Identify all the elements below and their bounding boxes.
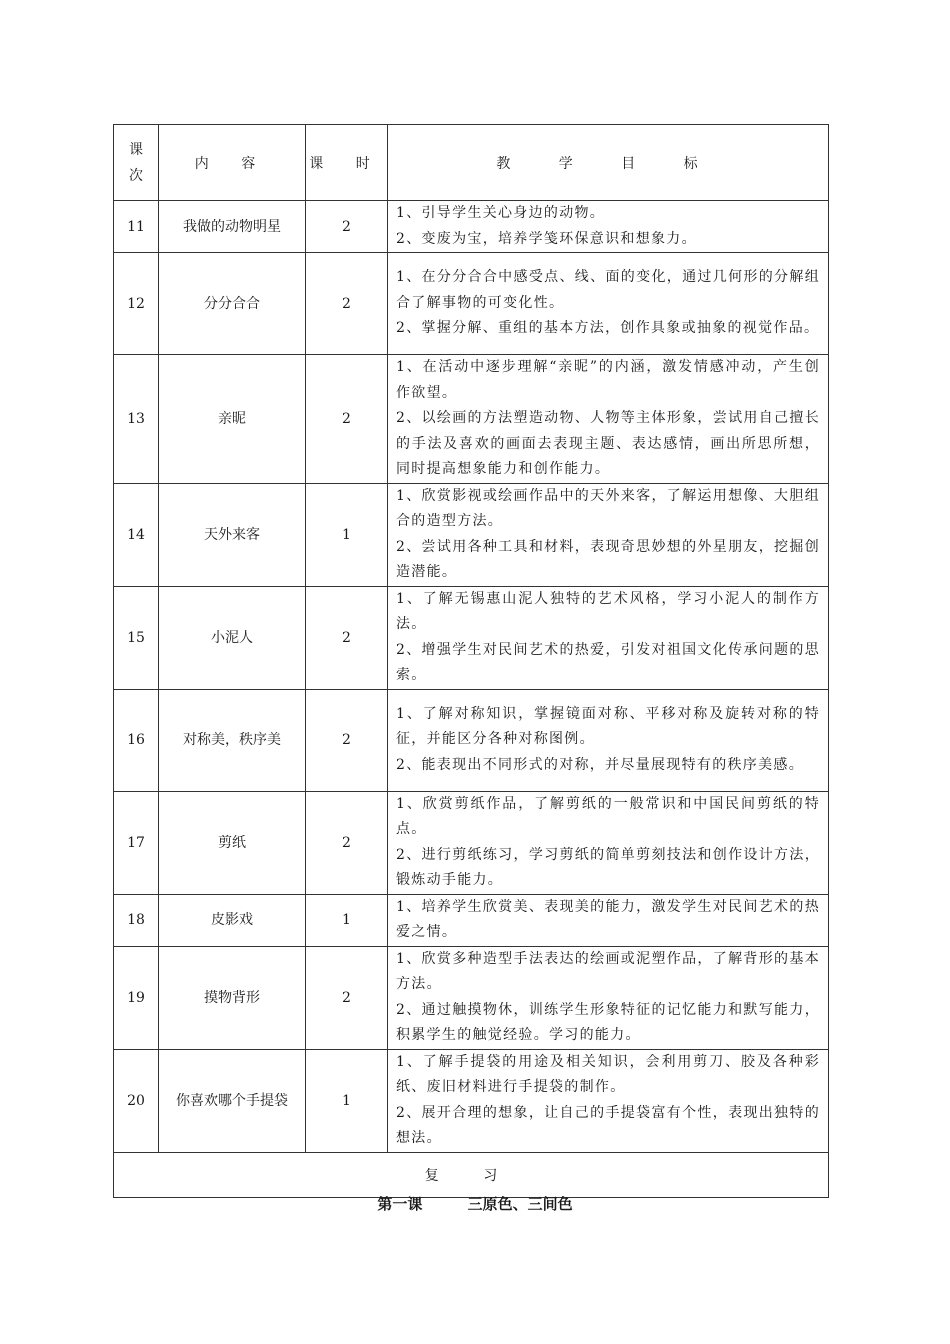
goal-item: 1、了解无锡惠山泥人独特的艺术风格，学习小泥人的制作方法。 [396, 590, 820, 632]
table-body [114, 201, 829, 1153]
lesson-goals [388, 483, 829, 586]
table-row [114, 946, 829, 1049]
lesson-heading [0, 1193, 950, 1214]
goal-item: 2、增强学生对民间艺术的热爱，引发对祖国文化传承问题的思索。 [396, 641, 820, 683]
table-row [114, 201, 829, 253]
lesson-hours: 2 [306, 586, 388, 689]
lesson-number: 14 [114, 483, 159, 586]
lesson-goals [388, 355, 829, 484]
lesson-name: 天外来客 [159, 483, 306, 586]
lesson-hours: 1 [306, 483, 388, 586]
review-row [114, 1152, 829, 1197]
lesson-number: 11 [114, 201, 159, 253]
lesson-number: 13 [114, 355, 159, 484]
table-row [114, 689, 829, 791]
goal-item: 2、能表现出不同形式的对称，并尽量展现特有的秩序美感。 [396, 756, 805, 773]
lesson-name: 对称美，秩序美 [159, 689, 306, 791]
lesson-hours: 1 [306, 894, 388, 946]
lesson-hours: 2 [306, 253, 388, 355]
table-row [114, 1049, 829, 1152]
goal-item: 2、进行剪纸练习，学习剪纸的简单剪刻技法和创作设计方法，锻炼动手能力。 [396, 846, 820, 888]
table-row [114, 791, 829, 894]
goal-item: 2、尝试用各种工具和材料，表现奇思妙想的外星朋友，挖掘创造潜能。 [396, 538, 820, 580]
goal-item: 2、展开合理的想象，让自己的手提袋富有个性，表现出独特的想法。 [396, 1104, 820, 1146]
header-hours: 课 时 [306, 125, 388, 201]
lesson-number: 15 [114, 586, 159, 689]
lesson-hours: 2 [306, 355, 388, 484]
lesson-goals [388, 586, 829, 689]
lesson-label: 第一课 [377, 1195, 423, 1213]
table-row [114, 355, 829, 484]
lesson-name: 剪纸 [159, 791, 306, 894]
lesson-hours: 1 [306, 1049, 388, 1152]
goal-item: 1、在活动中逐步理解“亲昵”的内涵，激发情感冲动，产生创作欲望。 [396, 359, 820, 401]
lesson-goals [388, 894, 829, 946]
lesson-number: 17 [114, 791, 159, 894]
lesson-name: 我做的动物明星 [159, 201, 306, 253]
lesson-name: 亲昵 [159, 355, 306, 484]
goal-item: 1、引导学生关心身边的动物。 [396, 205, 606, 221]
lesson-name: 你喜欢哪个手提袋 [159, 1049, 306, 1152]
lesson-goals [388, 946, 829, 1049]
lesson-hours: 2 [306, 689, 388, 791]
lesson-hours: 2 [306, 946, 388, 1049]
lesson-plan-table [113, 124, 829, 1198]
goal-item: 2、掌握分解、重组的基本方法，创作具象或抽象的视觉作品。 [396, 320, 820, 337]
header-lesson-number: 课次 [114, 125, 159, 201]
review-cell: 复 习 [114, 1152, 829, 1197]
lesson-name: 分分合合 [159, 253, 306, 355]
goal-item: 1、欣赏多种造型手法表达的绘画或泥塑作品，了解背形的基本方法。 [396, 950, 820, 992]
header-goals: 教 学 目 标 [388, 125, 829, 201]
lesson-hours: 2 [306, 201, 388, 253]
lesson-name: 摸物背形 [159, 946, 306, 1049]
goal-item: 2、变废为宝，培养学笺环保意识和想象力。 [396, 230, 697, 247]
lesson-goals [388, 791, 829, 894]
lesson-hours: 2 [306, 791, 388, 894]
goal-item: 1、在分分合合中感受点、线、面的变化，通过几何形的分解组合了解事物的可变化性。 [396, 269, 820, 311]
goal-item: 1、了解手提袋的用途及相关知识，会利用剪刀、胶及各种彩纸、废旧材料进行手提袋的制作。 [396, 1053, 820, 1095]
header-content: 内 容 [159, 125, 306, 201]
table-row [114, 483, 829, 586]
goal-item: 2、以绘画的方法塑造动物、人物等主体形象，尝试用自己擅长的手法及喜欢的画面去表现主题、表达感情，画出所思所想，同时提高想象能力和创作能力。 [396, 410, 820, 477]
goal-item: 1、欣赏影视或绘画作品中的天外来客，了解运用想像、大胆组合的造型方法。 [396, 487, 820, 529]
goal-item: 2、通过触摸物休，训练学生形象特征的记忆能力和默写能力，积累学生的触觉经验。学习的能力。 [396, 1001, 820, 1043]
lesson-number: 18 [114, 894, 159, 946]
lesson-name: 皮影戏 [159, 894, 306, 946]
goal-item: 1、了解对称知识，掌握镜面对称、平移对称及旋转对称的特征，并能区分各种对称图例。 [396, 705, 820, 748]
table-row [114, 586, 829, 689]
lesson-number: 20 [114, 1049, 159, 1152]
lesson-number: 19 [114, 946, 159, 1049]
table-header-row [114, 125, 829, 201]
lesson-number: 12 [114, 253, 159, 355]
lesson-name: 小泥人 [159, 586, 306, 689]
lesson-number: 16 [114, 689, 159, 791]
lesson-goals [388, 689, 829, 791]
table-row [114, 253, 829, 355]
table-row [114, 894, 829, 946]
lesson-goals [388, 1049, 829, 1152]
lesson-title-text: 三原色、三间色 [467, 1195, 573, 1213]
lesson-goals [388, 201, 829, 253]
goal-item: 1、培养学生欣赏美、表现美的能力，激发学生对民间艺术的热爱之情。 [396, 898, 820, 940]
goal-item: 1、欣赏剪纸作品，了解剪纸的一般常识和中国民间剪纸的特点。 [396, 795, 820, 837]
lesson-goals [388, 253, 829, 355]
